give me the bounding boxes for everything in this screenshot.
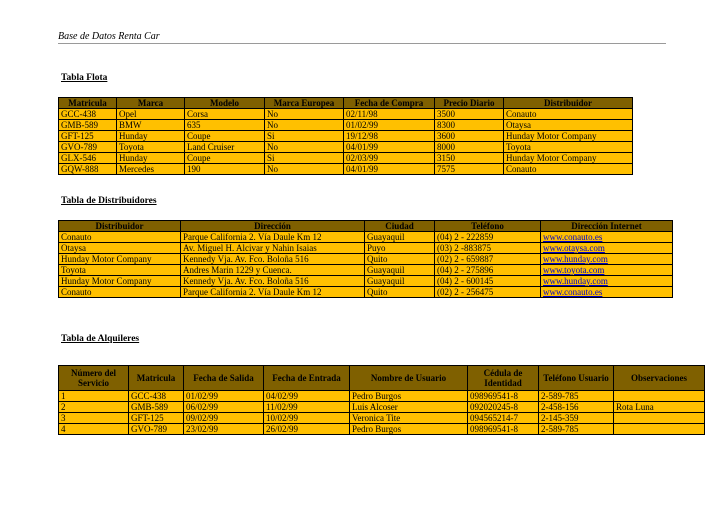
alquileres-cell: Pedro Burgos [350, 424, 468, 435]
flota-cell: Hunday Motor Company [504, 153, 633, 164]
distribuidores-cell: (04) 2 - 600145 [435, 276, 541, 287]
distribuidores-cell: Conauto [59, 287, 181, 298]
flota-header-cell: Precio Diario [435, 98, 504, 109]
flota-header-row [59, 98, 633, 109]
alquileres-cell: Veronica Tite [350, 413, 468, 424]
distribuidores-cell: (04) 2 - 222859 [435, 232, 541, 243]
distribuidores-cell: Kennedy Vja. Av. Fco. Boloña 516 [181, 254, 365, 265]
alquileres-cell: 092020245-8 [468, 402, 539, 413]
distribuidores-header-cell: Dirección [181, 221, 365, 232]
flota-cell: GCC-438 [59, 109, 117, 120]
flota-cell: 635 [185, 120, 265, 131]
distribuidores-cell: Hunday Motor Company [59, 276, 181, 287]
website-link[interactable]: www.otaysa.com [543, 243, 605, 253]
flota-header-cell: Marca [117, 98, 185, 109]
flota-row [59, 120, 633, 131]
distribuidores-cell: Parque California 2. Vía Daule Km 12 [181, 232, 365, 243]
flota-cell: Hunday [117, 153, 185, 164]
alquileres-cell: 09/02/99 [184, 413, 264, 424]
website-link[interactable]: www.conauto.es [543, 232, 603, 242]
distribuidores-link-cell [541, 232, 673, 243]
distribuidores-cell: Kennedy Vja. Av. Fco. Boloña 516 [181, 276, 365, 287]
flota-cell: 8000 [435, 142, 504, 153]
alquileres-table [58, 365, 705, 435]
alquileres-header-cell: Fecha de Entrada [264, 366, 350, 391]
distribuidores-row [59, 287, 673, 298]
flota-row [59, 142, 633, 153]
alquileres-cell: 11/02/99 [264, 402, 350, 413]
flota-title: Tabla Flota [61, 73, 108, 83]
distribuidores-cell: (03) 2 -883875 [435, 243, 541, 254]
flota-cell: 02/03/99 [344, 153, 435, 164]
alquileres-cell: 01/02/99 [184, 391, 264, 402]
alquileres-cell: 2 [59, 402, 129, 413]
alquileres-header-cell: Observaciones [614, 366, 705, 391]
document-header [58, 30, 666, 44]
flota-cell: Land Cruiser [185, 142, 265, 153]
flota-row [59, 153, 633, 164]
flota-cell: 04/01/99 [344, 164, 435, 175]
alquileres-cell: 3 [59, 413, 129, 424]
alquileres-cell: 2-589-785 [539, 391, 614, 402]
alquileres-cell: 094565214-7 [468, 413, 539, 424]
flota-row [59, 131, 633, 142]
distribuidores-cell: Toyota [59, 265, 181, 276]
flota-cell: Toyota [504, 142, 633, 153]
flota-cell: Coupe [185, 153, 265, 164]
flota-cell: GLX-546 [59, 153, 117, 164]
distribuidores-cell: Otaysa [59, 243, 181, 254]
flota-cell: Coupe [185, 131, 265, 142]
alquileres-cell [614, 413, 705, 424]
distribuidores-header-cell: Dirección Internet [541, 221, 673, 232]
alquileres-cell: 06/02/99 [184, 402, 264, 413]
alquileres-cell: GVO-789 [129, 424, 184, 435]
flota-header-cell: Matricula [59, 98, 117, 109]
flota-cell: GMB-589 [59, 120, 117, 131]
alquileres-cell: 2-145-359 [539, 413, 614, 424]
distribuidores-header-cell: Teléfono [435, 221, 541, 232]
flota-cell: Si [265, 131, 344, 142]
alquileres-title: Tabla de Alquileres [61, 334, 140, 344]
distribuidores-cell: Andres Marin 1229 y Cuenca. [181, 265, 365, 276]
alquileres-row [59, 413, 705, 424]
flota-cell: 04/01/99 [344, 142, 435, 153]
alquileres-cell: GCC-438 [129, 391, 184, 402]
distribuidores-link-cell [541, 265, 673, 276]
flota-cell: 3600 [435, 131, 504, 142]
flota-cell: 01/02/99 [344, 120, 435, 131]
alquileres-cell: GMB-589 [129, 402, 184, 413]
flota-cell: 02/11/98 [344, 109, 435, 120]
flota-header-cell: Marca Europea [265, 98, 344, 109]
alquileres-cell: Rota Luna [614, 402, 705, 413]
flota-cell: 8300 [435, 120, 504, 131]
website-link[interactable]: www.toyota.com [543, 265, 605, 275]
alquileres-header-cell: Número del Servicio [59, 366, 129, 391]
alquileres-cell: 098969541-8 [468, 391, 539, 402]
distribuidores-link-cell [541, 254, 673, 265]
alquileres-header-cell: Nombre de Usuario [350, 366, 468, 391]
website-link[interactable]: www.hunday.com [543, 276, 608, 286]
alquileres-cell: 1 [59, 391, 129, 402]
flota-cell: No [265, 142, 344, 153]
alquileres-cell: 098969541-8 [468, 424, 539, 435]
flota-cell: 3150 [435, 153, 504, 164]
flota-cell: 19/12/98 [344, 131, 435, 142]
distribuidores-link-cell [541, 276, 673, 287]
distribuidores-cell: Guayaquil [365, 276, 435, 287]
flota-table [58, 97, 633, 175]
distribuidores-link-cell [541, 243, 673, 254]
distribuidores-cell: (02) 2 - 256475 [435, 287, 541, 298]
flota-cell: No [265, 109, 344, 120]
alquileres-cell [614, 391, 705, 402]
alquileres-cell: 04/02/99 [264, 391, 350, 402]
alquileres-cell: Pedro Burgos [350, 391, 468, 402]
distribuidores-row [59, 265, 673, 276]
alquileres-header-cell: Teléfono Usuario [539, 366, 614, 391]
distribuidores-row [59, 254, 673, 265]
flota-row [59, 164, 633, 175]
flota-cell: Conauto [504, 109, 633, 120]
flota-row [59, 109, 633, 120]
alquileres-cell: 2-458-156 [539, 402, 614, 413]
flota-header-cell: Fecha de Compra [344, 98, 435, 109]
distribuidores-cell: Guayaquil [365, 265, 435, 276]
alquileres-row [59, 402, 705, 413]
distribuidores-row [59, 232, 673, 243]
alquileres-header-cell: Cédula de Identidad [468, 366, 539, 391]
distribuidores-header-cell: Distribuidor [59, 221, 181, 232]
flota-cell: 190 [185, 164, 265, 175]
flota-cell: No [265, 120, 344, 131]
distribuidores-cell: Quito [365, 287, 435, 298]
distribuidores-row [59, 276, 673, 287]
distribuidores-row [59, 243, 673, 254]
alquileres-cell: 4 [59, 424, 129, 435]
flota-cell: Mercedes [117, 164, 185, 175]
flota-cell: 3500 [435, 109, 504, 120]
alquileres-header-cell: Fecha de Salida [184, 366, 264, 391]
flota-cell: Si [265, 153, 344, 164]
distribuidores-header-cell: Ciudad [365, 221, 435, 232]
distribuidores-cell: Conauto [59, 232, 181, 243]
distribuidores-cell: Quito [365, 254, 435, 265]
flota-cell: GVO-789 [59, 142, 117, 153]
flota-cell: 7575 [435, 164, 504, 175]
distribuidores-cell: Av. Miguel H. Alcivar y Nahin Isaias [181, 243, 365, 254]
distribuidores-cell: (04) 2 - 275896 [435, 265, 541, 276]
flota-cell: Opel [117, 109, 185, 120]
document-title: Base de Datos Renta Car [58, 31, 160, 42]
alquileres-header-cell: Matricula [129, 366, 184, 391]
distribuidores-cell: (02) 2 - 659887 [435, 254, 541, 265]
alquileres-cell [614, 424, 705, 435]
alquileres-cell: 2-589-785 [539, 424, 614, 435]
website-link[interactable]: www.hunday.com [543, 254, 608, 264]
flota-cell: Hunday Motor Company [504, 131, 633, 142]
website-link[interactable]: www.conauto.es [543, 287, 603, 297]
flota-cell: GQW-888 [59, 164, 117, 175]
distribuidores-cell: Parque California 2. Vía Daule Km 12 [181, 287, 365, 298]
alquileres-row [59, 424, 705, 435]
flota-cell: BMW [117, 120, 185, 131]
alquileres-cell: 10/02/99 [264, 413, 350, 424]
distribuidores-cell: Guayaquil [365, 232, 435, 243]
distribuidores-cell: Puyo [365, 243, 435, 254]
flota-header-cell: Distribuidor [504, 98, 633, 109]
alquileres-cell: 23/02/99 [184, 424, 264, 435]
distribuidores-link-cell [541, 287, 673, 298]
alquileres-cell: GFT-125 [129, 413, 184, 424]
flota-cell: Otaysa [504, 120, 633, 131]
flota-header-cell: Modelo [185, 98, 265, 109]
flota-cell: GFT-125 [59, 131, 117, 142]
flota-cell: No [265, 164, 344, 175]
distribuidores-title: Tabla de Distribuidores [61, 196, 157, 206]
alquileres-cell: 26/02/99 [264, 424, 350, 435]
alquileres-row [59, 391, 705, 402]
flota-cell: Conauto [504, 164, 633, 175]
alquileres-header-row [59, 366, 705, 391]
distribuidores-table [58, 220, 673, 298]
flota-cell: Corsa [185, 109, 265, 120]
distribuidores-cell: Hunday Motor Company [59, 254, 181, 265]
flota-cell: Hunday [117, 131, 185, 142]
distribuidores-header-row [59, 221, 673, 232]
flota-cell: Toyota [117, 142, 185, 153]
alquileres-cell: Luis Alcoser [350, 402, 468, 413]
